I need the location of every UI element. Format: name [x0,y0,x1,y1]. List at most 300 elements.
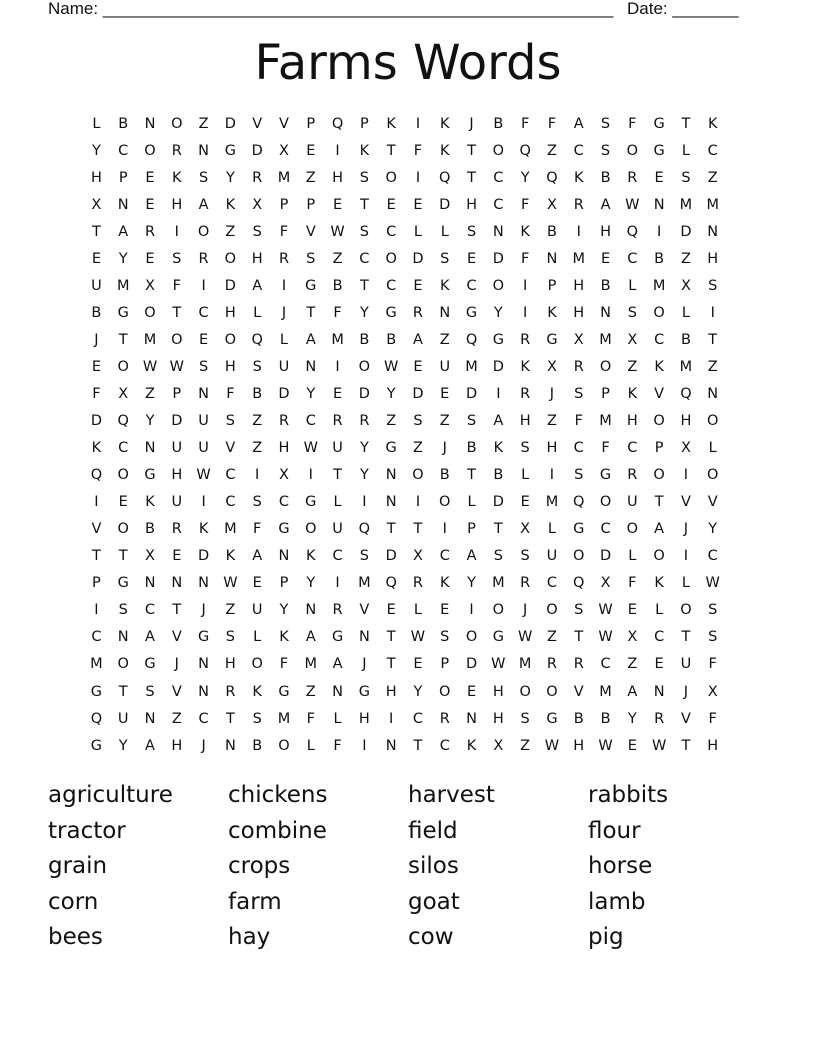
grid-letter: C [439,548,450,565]
grid-letter: J [94,331,99,348]
grid-letter: L [628,277,637,294]
word-list-item: grain [48,853,108,879]
grid-letter: P [279,575,289,592]
grid-letter: K [225,196,236,213]
grid-letter: G [385,304,397,321]
grid-letter: A [252,548,263,565]
grid-letter: C [278,494,290,511]
grid-letter: V [279,115,289,132]
grid-letter: F [520,115,530,132]
grid-letter: M [599,683,612,700]
grid-letter: S [520,440,530,457]
grid-letter: Y [413,683,423,700]
grid-letter: L [413,602,422,619]
word-list-item: combine [228,817,327,844]
grid-letter: L [253,304,262,321]
grid-letter: H [573,737,585,754]
grid-letter: S [306,250,316,267]
grid-letter: X [546,358,557,375]
grid-letter: I [362,737,367,754]
grid-letter: T [413,521,423,538]
word-list-item: rabbits [588,782,669,808]
grid-letter: O [144,304,156,321]
grid-letter: Q [680,385,692,402]
grid-letter: C [707,548,718,565]
grid-letter: A [466,548,477,565]
grid-letter: W [598,602,613,619]
grid-letter: M [304,656,318,673]
grid-letter: O [492,142,505,159]
grid-letter: B [386,331,397,348]
grid-letter: I [683,467,689,484]
grid-letter: L [655,602,664,619]
grid-letter: Q [519,142,531,159]
word-list [48,778,768,956]
grid-letter: C [225,494,236,511]
grid-letter: F [601,440,610,457]
page-title: Farms Words [254,35,562,91]
grid-letter: V [707,494,718,511]
grid-letter: D [171,413,183,430]
grid-letter: M [331,331,344,348]
grid-letter: A [332,656,343,673]
grid-letter: S [493,548,503,565]
grid-letter: V [171,683,182,700]
grid-letter: G [653,115,665,132]
grid-letter: S [440,250,450,267]
grid-letter: G [197,629,210,646]
grid-letter: U [680,656,692,673]
grid-letter: O [305,521,317,538]
grid-letter: X [627,629,638,646]
grid-letter: K [91,440,102,457]
grid-letter: N [385,737,397,754]
grid-letter: H [600,223,611,240]
grid-letter: S [359,169,369,186]
grid-letter: N [171,575,183,592]
grid-letter: Q [626,223,639,240]
grid-letter: T [118,331,128,348]
grid-letter: O [358,358,371,375]
grid-letter: E [199,331,209,348]
grid-letter: U [171,440,183,457]
grid-letter: E [91,250,101,267]
word-list-item: lamb [588,888,646,915]
grid-letter: O [385,169,397,186]
grid-letter: M [679,358,693,375]
grid-letter: F [226,385,235,402]
grid-letter: D [680,223,692,240]
grid-letter: G [144,467,156,484]
grid-letter: J [683,683,689,700]
grid-letter: G [573,521,585,538]
grid-letter: O [573,548,585,565]
grid-letter: I [201,494,206,511]
grid-letter: A [654,521,665,538]
grid-letter: W [544,737,560,754]
grid-letter: D [358,385,370,402]
grid-letter: S [520,548,530,565]
word-list-item: pig [588,924,624,950]
word-list-item: chickens [228,782,328,808]
grid-letter: S [708,277,718,294]
grid-letter: L [547,521,556,538]
grid-letter: O [439,683,451,700]
grid-letter: R [198,250,209,267]
grid-letter: A [413,331,423,348]
grid-letter: J [683,521,689,538]
grid-letter: K [547,304,557,321]
word-list-item: flour [588,817,641,844]
grid-letter: S [225,629,235,646]
grid-letter: D [385,548,397,565]
grid-letter: A [145,737,155,754]
grid-letter: T [574,629,584,646]
grid-letter: B [680,331,691,348]
grid-letter: B [573,710,584,727]
grid-letter: E [91,358,101,375]
grid-letter: E [440,385,450,402]
grid-letter: F [628,575,637,592]
grid-letter: M [465,358,478,375]
grid-letter: E [386,196,396,213]
grid-letter: O [465,629,478,646]
grid-letter: F [306,710,315,727]
word-list-item: cow [408,924,454,950]
grid-letter: M [358,575,371,592]
grid-letter: E [145,196,155,213]
grid-letter: I [94,602,99,619]
grid-letter: M [599,413,612,430]
grid-letter: T [708,331,718,348]
grid-letter: M [116,277,130,294]
grid-letter: T [91,223,101,240]
grid-letter: O [599,494,612,511]
grid-letter: P [601,385,610,402]
grid-letter: U [171,494,183,511]
grid-letter: P [118,169,128,186]
grid-letter: N [305,358,317,375]
grid-letter: H [224,358,236,375]
grid-letter: S [600,142,611,159]
grid-letter: N [144,115,156,132]
grid-letter: S [172,250,182,267]
grid-letter: F [547,115,557,132]
grid-letter: G [278,683,290,700]
grid-letter: O [224,331,237,348]
grid-letter: B [439,467,450,484]
grid-letter: N [385,467,397,484]
grid-letter: Z [386,413,397,430]
grid-letter: T [467,169,476,186]
grid-letter: I [442,521,447,538]
grid-letter: I [415,169,421,186]
grid-letter: S [252,710,262,727]
grid-letter: N [224,737,236,754]
grid-letter: Q [90,710,103,727]
grid-letter: I [415,494,421,511]
grid-letter: T [118,548,128,565]
grid-letter: S [708,602,718,619]
grid-letter: W [383,358,399,375]
grid-letter: L [253,629,262,646]
grid-letter: U [198,440,209,457]
grid-letter: X [252,196,263,213]
grid-letter: T [91,548,101,565]
grid-letter: D [224,277,236,294]
grid-letter: S [118,602,128,619]
grid-letter: J [174,656,179,673]
grid-letter: H [358,710,370,727]
grid-letter: R [546,656,557,673]
grid-letter: X [279,467,289,484]
grid-letter: O [546,683,558,700]
grid-letter: X [546,196,557,213]
grid-letter: I [362,494,367,511]
word-list-item: tractor [48,817,126,844]
grid-letter: C [305,413,316,430]
grid-letter: D [412,385,424,402]
grid-letter: S [145,683,155,700]
grid-letter: M [572,250,585,267]
grid-letter: N [600,304,611,321]
grid-letter: Z [520,737,531,754]
grid-letter: C [412,710,424,727]
grid-letter: V [573,683,584,700]
grid-letter: H [171,467,183,484]
grid-letter: K [440,575,450,592]
grid-letter: T [386,521,396,538]
grid-letter: M [652,277,666,294]
grid-letter: H [707,737,719,754]
grid-letter: U [91,277,102,294]
grid-letter: T [172,602,182,619]
grid-letter: N [653,683,665,700]
grid-letter: D [492,250,504,267]
grid-letter: D [439,196,451,213]
grid-letter: D [465,385,478,402]
grid-letter: C [225,467,236,484]
grid-letter: Z [627,358,638,375]
grid-letter: P [467,521,476,538]
grid-letter: M [599,331,612,348]
grid-letter: Y [386,385,396,402]
grid-letter: I [389,710,394,727]
grid-letter: Y [359,467,369,484]
grid-letter: R [332,602,343,619]
grid-letter: W [517,629,533,646]
grid-letter: G [465,304,478,321]
grid-letter: E [627,602,637,619]
grid-letter: Q [358,521,371,538]
grid-letter: A [305,331,316,348]
grid-letter: X [118,385,129,402]
grid-letter: O [144,142,156,159]
grid-letter: I [94,494,99,511]
grid-letter: R [171,521,182,538]
grid-letter: A [493,413,504,430]
grid-letter: L [440,223,449,240]
grid-letter: Z [546,629,557,646]
grid-letter: E [627,737,637,754]
grid-letter: P [306,196,316,213]
grid-letter: I [335,358,340,375]
grid-letter: M [518,656,532,673]
grid-letter: V [305,223,316,240]
grid-letter: R [225,683,236,700]
grid-letter: W [142,358,158,375]
grid-letter: G [546,331,558,348]
grid-letter: K [359,142,370,159]
grid-letter: H [171,737,183,754]
grid-letter: O [117,656,129,673]
grid-letter: K [145,494,155,511]
grid-letter: R [332,413,343,430]
grid-letter: F [333,737,342,754]
grid-letter: Z [707,358,718,375]
grid-letter: R [573,196,584,213]
grid-letter: E [520,494,530,511]
grid-letter: E [413,277,423,294]
word-list-item: goat [408,888,460,915]
grid-letter: O [707,467,719,484]
grid-letter: Q [573,575,585,592]
grid-letter: Z [171,710,182,727]
grid-letter: Z [439,331,450,348]
grid-letter: F [574,413,583,430]
grid-letter: R [171,142,182,159]
grid-letter: Z [225,602,236,619]
grid-letter: O [492,602,505,619]
grid-letter: I [710,304,715,321]
grid-letter: C [546,575,557,592]
grid-letter: S [574,385,584,402]
grid-letter: W [330,223,345,240]
grid-letter: A [600,196,611,213]
grid-letter: R [627,467,638,484]
grid-letter: L [413,223,422,240]
grid-letter: D [90,413,102,430]
grid-letter: C [198,304,209,321]
grid-letter: Y [145,413,155,430]
grid-letter: R [520,385,531,402]
grid-letter: H [519,413,531,430]
grid-letter: Z [546,413,557,430]
grid-letter: I [415,115,421,132]
grid-letter: I [281,277,287,294]
grid-letter: J [523,602,528,619]
grid-letter: C [144,602,156,619]
grid-letter: Q [117,413,129,430]
grid-letter: X [627,331,638,348]
grid-letter: D [198,548,210,565]
grid-letter: C [359,250,370,267]
grid-letter: H [492,683,504,700]
grid-letter: N [198,683,210,700]
grid-letter: P [172,385,182,402]
grid-letter: U [117,710,129,727]
grid-letter: O [197,223,210,240]
grid-letter: T [467,142,476,159]
grid-letter: R [412,304,423,321]
grid-letter: K [225,548,236,565]
grid-letter: C [654,331,665,348]
grid-letter: C [91,629,102,646]
grid-letter: D [224,115,236,132]
grid-letter: O [117,467,129,484]
grid-letter: Z [680,250,691,267]
grid-letter: W [598,737,613,754]
grid-letter: X [707,683,718,700]
grid-letter: Y [467,575,476,592]
grid-letter: S [359,223,369,240]
grid-letter: N [144,440,156,457]
grid-letter: H [573,277,585,294]
header-fields [48,0,748,20]
grid-letter: S [359,548,369,565]
grid-letter: U [332,440,343,457]
grid-letter: O [599,358,612,375]
grid-letter: O [653,413,665,430]
grid-letter: R [654,710,665,727]
grid-letter: E [413,358,423,375]
grid-letter: E [332,385,343,402]
grid-letter: H [707,250,719,267]
grid-letter: S [627,304,637,321]
grid-letter: N [198,575,210,592]
grid-letter: O [278,737,290,754]
grid-letter: E [600,250,611,267]
grid-letter: F [253,521,262,538]
grid-letter: F [520,250,530,267]
grid-letter: E [145,169,155,186]
grid-letter: Q [90,467,103,484]
grid-letter: U [198,413,209,430]
grid-letter: C [627,440,638,457]
grid-letter: N [358,629,370,646]
grid-letter: L [333,494,342,511]
grid-letter: H [466,196,477,213]
word-list-item: field [408,817,458,844]
grid-letter: R [573,656,584,673]
grid-letter: F [279,656,289,673]
grid-letter: P [547,277,557,294]
word-list-item: silos [408,853,459,879]
grid-letter: B [654,250,665,267]
grid-letter: D [278,385,290,402]
grid-letter: C [600,656,611,673]
grid-letter: Y [225,169,235,186]
grid-letter: Y [91,142,101,159]
grid-letter: Z [198,115,209,132]
grid-letter: U [278,358,290,375]
grid-letter: N [198,656,210,673]
grid-letter: E [466,250,477,267]
grid-letter: Y [520,169,530,186]
grid-letter: S [252,358,262,375]
grid-letter: Y [627,710,637,727]
grid-letter: I [335,575,340,592]
grid-letter: F [708,656,717,673]
grid-letter: N [492,223,504,240]
grid-letter: N [117,629,129,646]
grid-letter: F [333,304,342,321]
grid-letter: X [680,440,691,457]
grid-letter: C [600,521,611,538]
grid-letter: I [576,223,581,240]
grid-letter: B [493,115,504,132]
grid-letter: F [172,277,181,294]
